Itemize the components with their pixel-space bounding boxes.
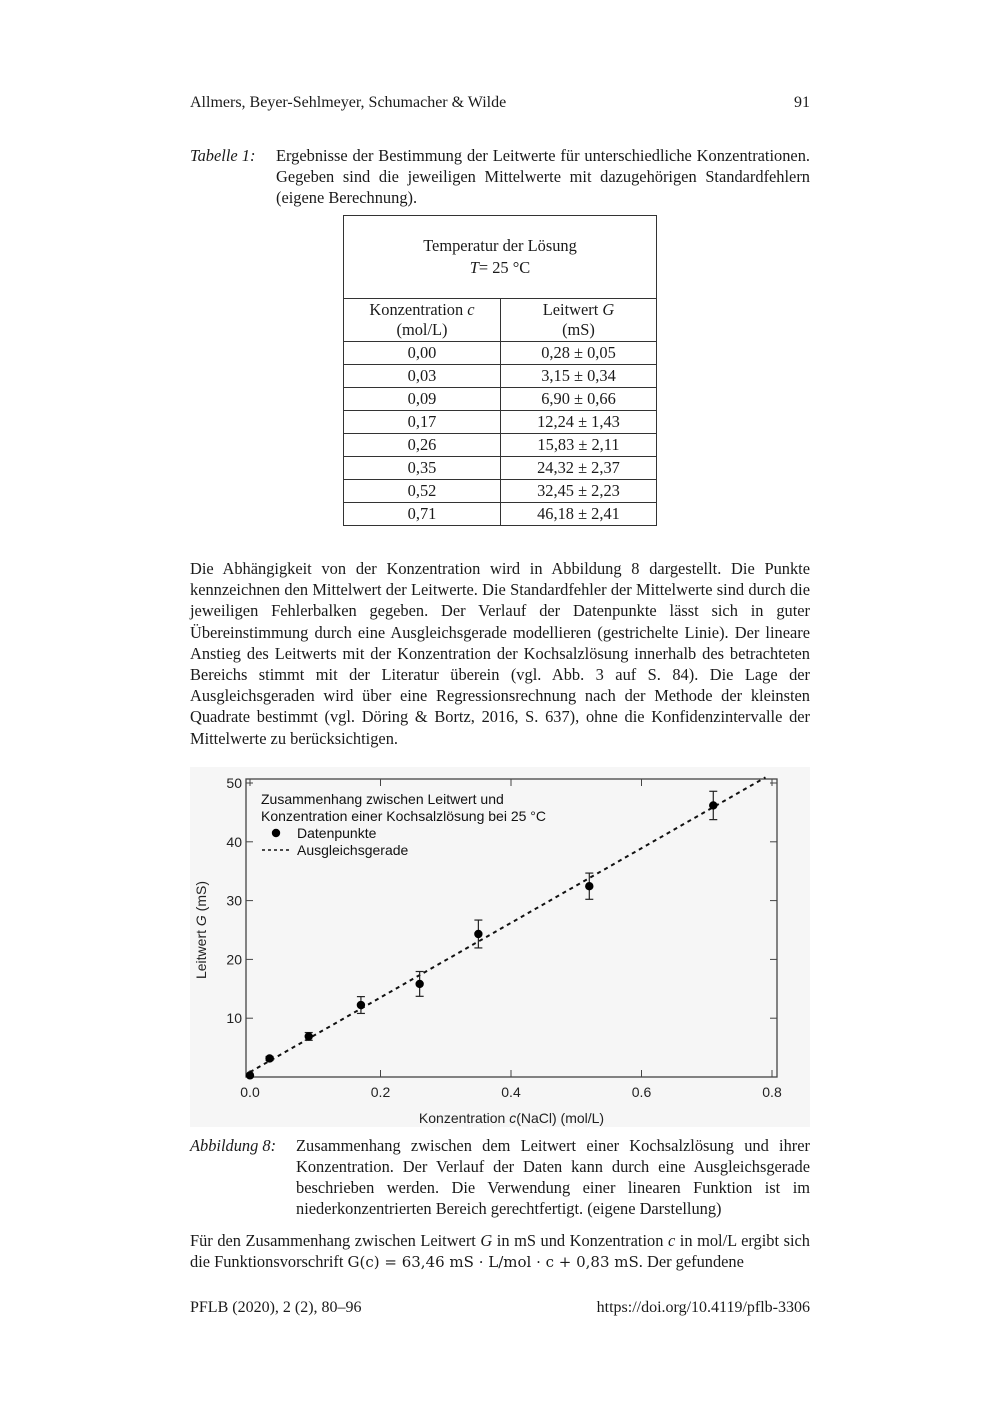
figure-8-chart (190, 767, 810, 1127)
cell-conductance: 32,45 ± 2,23 (501, 480, 657, 503)
table-row (344, 411, 657, 434)
data-point (709, 801, 717, 809)
body-paragraph-2 (190, 1230, 810, 1273)
x-axis-label-unit: (NaCl) (mol/L) (516, 1110, 605, 1126)
table-caption (190, 145, 810, 208)
legend-label-datenpunkte: Datenpunkte (297, 825, 377, 841)
cell-concentration: 0,71 (344, 503, 501, 526)
data-point (357, 1001, 365, 1009)
cell-concentration: 0,52 (344, 480, 501, 503)
running-header (190, 94, 810, 112)
legend-label-ausgleichsgerade: Ausgleichsgerade (297, 842, 409, 858)
table-row (344, 365, 657, 388)
x-tick-label: 0.8 (762, 1084, 782, 1100)
temperature-value: = 25 °C (478, 258, 531, 277)
column-header-concentration (344, 299, 501, 342)
header-authors: Allmers, Beyer-Sehlmeyer, Schumacher & Wilde (190, 94, 507, 111)
y-axis-label-text: Leitwert (193, 926, 209, 980)
table-row (344, 480, 657, 503)
x-axis-label (419, 1110, 604, 1126)
p2-var-c: c (667, 1231, 676, 1250)
cell-conductance: 6,90 ± 0,66 (501, 388, 657, 411)
col2-symbol: G (602, 300, 615, 319)
x-tick-label: 0.0 (240, 1084, 260, 1100)
p2-text-1: Für den Zusammenhang zwischen Leitwert (190, 1231, 481, 1250)
table-title-cell (344, 216, 657, 299)
cell-conductance: 12,24 ± 1,43 (501, 411, 657, 434)
chart-title-line1: Zusammenhang zwischen Leitwert und (261, 791, 504, 807)
cell-conductance: 24,32 ± 2,37 (501, 457, 657, 480)
cell-concentration: 0,03 (344, 365, 501, 388)
page-footer (190, 1299, 810, 1317)
table-row (344, 434, 657, 457)
y-axis-label-unit: (mS) (193, 880, 209, 916)
table-row (344, 342, 657, 365)
table-row (344, 503, 657, 526)
data-point (415, 980, 423, 988)
cell-conductance: 3,15 ± 0,34 (501, 365, 657, 388)
cell-conductance: 46,18 ± 2,41 (501, 503, 657, 526)
results-table (343, 215, 657, 526)
data-point (265, 1054, 273, 1062)
cell-concentration: 0,17 (344, 411, 501, 434)
table-caption-label: Tabelle 1: (190, 146, 256, 165)
x-tick-label: 0.6 (631, 1084, 652, 1100)
table-row (344, 388, 657, 411)
y-tick-label: 50 (226, 775, 242, 791)
col1-unit: (mol/L) (396, 320, 448, 339)
paragraph-text: Die Abhängigkeit von der Konzentration wird in Abbildung 8 dargestellt. Die Punkte kennzeichnen den Mittelwert der Leitwerte. Die Standardfehler der Mittelwerte sind durch die jeweiligen Fehlerbalken gegeben. Der Verlauf der Datenpunkte lässt sich in guter Übereinstimmung durch eine Ausgleichsgerade modellieren (gestrichelte Linie). Der lineare Anstieg des Leitwerts mit der Konzentration der Kochsalzlösung innerhalb des betrachteten Bereichs stimmt mit der Literatur überein (vgl. Abb. 3 auf S. 84). Die Lage der Ausgleichsgeraden wird über eine Regressionsrechnung nach der Methode der kleinsten Quadrate bestimmt (vgl. Döring & Bortz, 2016, S. 637), ohne die Konfidenzintervalle der Mittelwerte zu berücksichtigen. (190, 559, 810, 748)
figure-caption-label: Abbildung 8: (190, 1136, 277, 1155)
x-axis-label-var: c (509, 1110, 517, 1126)
legend-marker-datenpunkte (272, 829, 280, 837)
data-point (474, 930, 482, 938)
data-point (246, 1071, 254, 1079)
x-tick-label: 0.2 (370, 1084, 391, 1100)
header-page-number: 91 (794, 94, 810, 111)
column-header-conductance (501, 299, 657, 342)
cell-concentration: 0,35 (344, 457, 501, 480)
cell-conductance: 0,28 ± 0,05 (501, 342, 657, 365)
p2-text-4: . Der gefundene (638, 1252, 744, 1272)
y-tick-label: 40 (226, 833, 242, 850)
col2-label: Leitwert (542, 300, 603, 319)
y-axis-label-var: G (193, 915, 209, 927)
table-caption-text: Ergebnisse der Bestimmung der Leitwerte für unterschiedliche Konzentrationen. Gegeben sind die jeweiligen Mittelwerte mit dazugehörigen Standardfehlern (eigene Berechnung). (276, 146, 810, 207)
paragraph-text (190, 1230, 810, 1273)
data-point (305, 1032, 313, 1040)
p2-text-3: in mol/L ergibt sich die Funktionsvorschrift (190, 1231, 810, 1272)
col2-unit: (mS) (562, 320, 595, 339)
table-title-line1: Temperatur der Lösung (423, 236, 577, 255)
p2-text-2: in mS und Konzentration (492, 1231, 668, 1250)
chart-svg (190, 767, 810, 1127)
p2-var-g: G (480, 1231, 493, 1250)
cell-conductance: 15,83 ± 2,11 (501, 434, 657, 457)
regression-formula: G(c) = 63,46 mS · L/mol · c + 0,83 mS (347, 1253, 639, 1272)
footer-doi-link[interactable]: https://doi.org/10.4119/pflb-3306 (596, 1299, 810, 1316)
y-tick-label: 10 (226, 1010, 242, 1027)
cell-concentration: 0,00 (344, 342, 501, 365)
col1-symbol: c (467, 300, 475, 319)
table-row (344, 457, 657, 480)
table-title-line2 (344, 257, 656, 279)
y-tick-label: 20 (226, 951, 242, 968)
cell-concentration: 0,26 (344, 434, 501, 457)
y-axis-label (193, 881, 209, 979)
figure-caption (190, 1135, 810, 1219)
col1-label: Konzentration (369, 300, 468, 319)
cell-concentration: 0,09 (344, 388, 501, 411)
footer-journal: PFLB (2020), 2 (2), 80–96 (190, 1299, 362, 1316)
x-tick-label: 0.4 (501, 1084, 521, 1100)
body-paragraph-1 (190, 558, 810, 749)
x-axis-label-text: Konzentration (418, 1110, 510, 1126)
y-tick-label: 30 (226, 892, 242, 909)
data-point (585, 882, 593, 890)
temperature-symbol: T (469, 258, 479, 277)
chart-title-line2: Konzentration einer Kochsalzlösung bei 25 °C (261, 808, 546, 824)
figure-caption-text: Zusammenhang zwischen dem Leitwert einer Kochsalzlösung und ihrer Konzentration. Der Verlauf der Daten kann durch eine Ausgleichsgerade beschrieben werden. Die Verwendung einer linearen Funktion ist im niederkonzentrierten Bereich gerechtfertigt. (eigene Darstellung) (296, 1136, 810, 1218)
